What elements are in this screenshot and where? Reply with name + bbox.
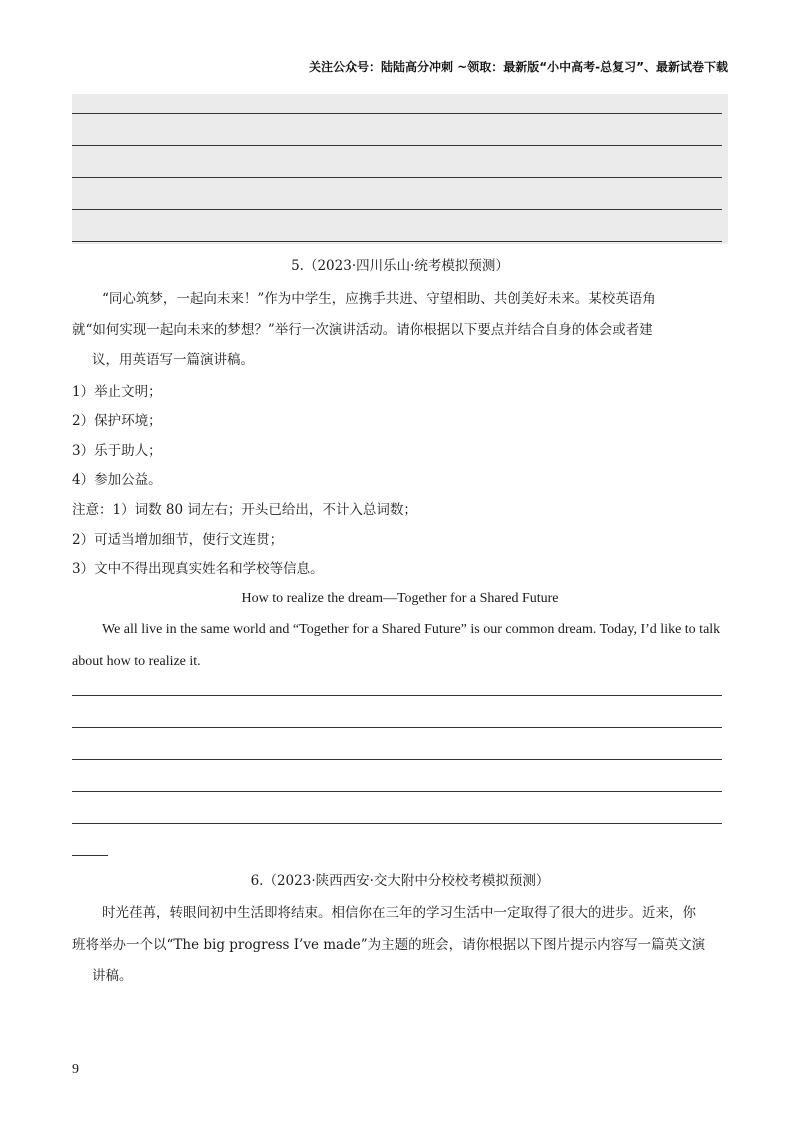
q6-title: 6.（2023·陕西西安·交大附中分校校考模拟预测）: [250, 873, 550, 889]
answer-area-previous: [72, 94, 728, 244]
writing-line: [72, 759, 722, 760]
q5-title: 5.（2023·四川乐山·统考模拟预测）: [291, 258, 509, 274]
answer-line: [72, 177, 722, 178]
q6-intro-line-1: 时光荏苒，转眼间初中生活即将结束。相信你在三年的学习生活中一定取得了很大的进步。近来，你: [102, 905, 696, 921]
q5-intro-line-2: 就“如何实现一起向未来的梦想？”举行一次演讲活动。请你根据以下要点并结合自身的体会或者建: [72, 322, 653, 338]
q5-point-2: 2）保护环境；: [72, 413, 162, 429]
writing-line: [72, 695, 722, 696]
answer-line: [72, 209, 722, 210]
q5-point-3: 3）乐于助人；: [72, 443, 162, 459]
answer-line: [72, 241, 722, 242]
answer-line: [72, 113, 722, 114]
q5-point-4: 4）参加公益。: [72, 472, 162, 488]
q5-essay-line-2: about how to realize it.: [72, 654, 201, 669]
q5-note-1: 注意：1）词数 80 词左右；开头已给出，不计入总词数；: [72, 502, 417, 518]
writing-line-end: [72, 855, 108, 856]
writing-line: [72, 727, 722, 728]
q6-intro-line-2: 班将举办一个以“The big progress I’ve made”为主题的班会，请你根据以下图片提示内容写一篇英文演: [72, 937, 706, 953]
page-header: 关注公众号：陆陆高分冲刺 ~领取：最新版“小中高考-总复习”、最新试卷下载: [309, 60, 728, 74]
q5-intro-line-1: “同心筑梦，一起向未来！”作为中学生，应携手共进、守望相助、共创美好未来。某校英语角: [102, 291, 656, 307]
page-number: 9: [72, 1062, 79, 1077]
writing-line: [72, 823, 722, 824]
q5-intro-line-3: 议，用英语写一篇演讲稿。: [92, 352, 254, 368]
q6-intro-line-3: 讲稿。: [92, 968, 133, 984]
q5-note-3: 3）文中不得出现真实姓名和学校等信息。: [72, 561, 324, 577]
answer-line: [72, 145, 722, 146]
writing-line: [72, 791, 722, 792]
q5-essay-title: How to realize the dream—Together for a Shared Future: [241, 591, 559, 606]
q5-point-1: 1）举止文明；: [72, 384, 162, 400]
q5-note-2: 2）可适当增加细节，使行文连贯；: [72, 532, 284, 548]
q5-essay-line-1: We all live in the same world and “Together for a Shared Future” is our common dream. Today, I’d like to talk: [102, 622, 721, 637]
